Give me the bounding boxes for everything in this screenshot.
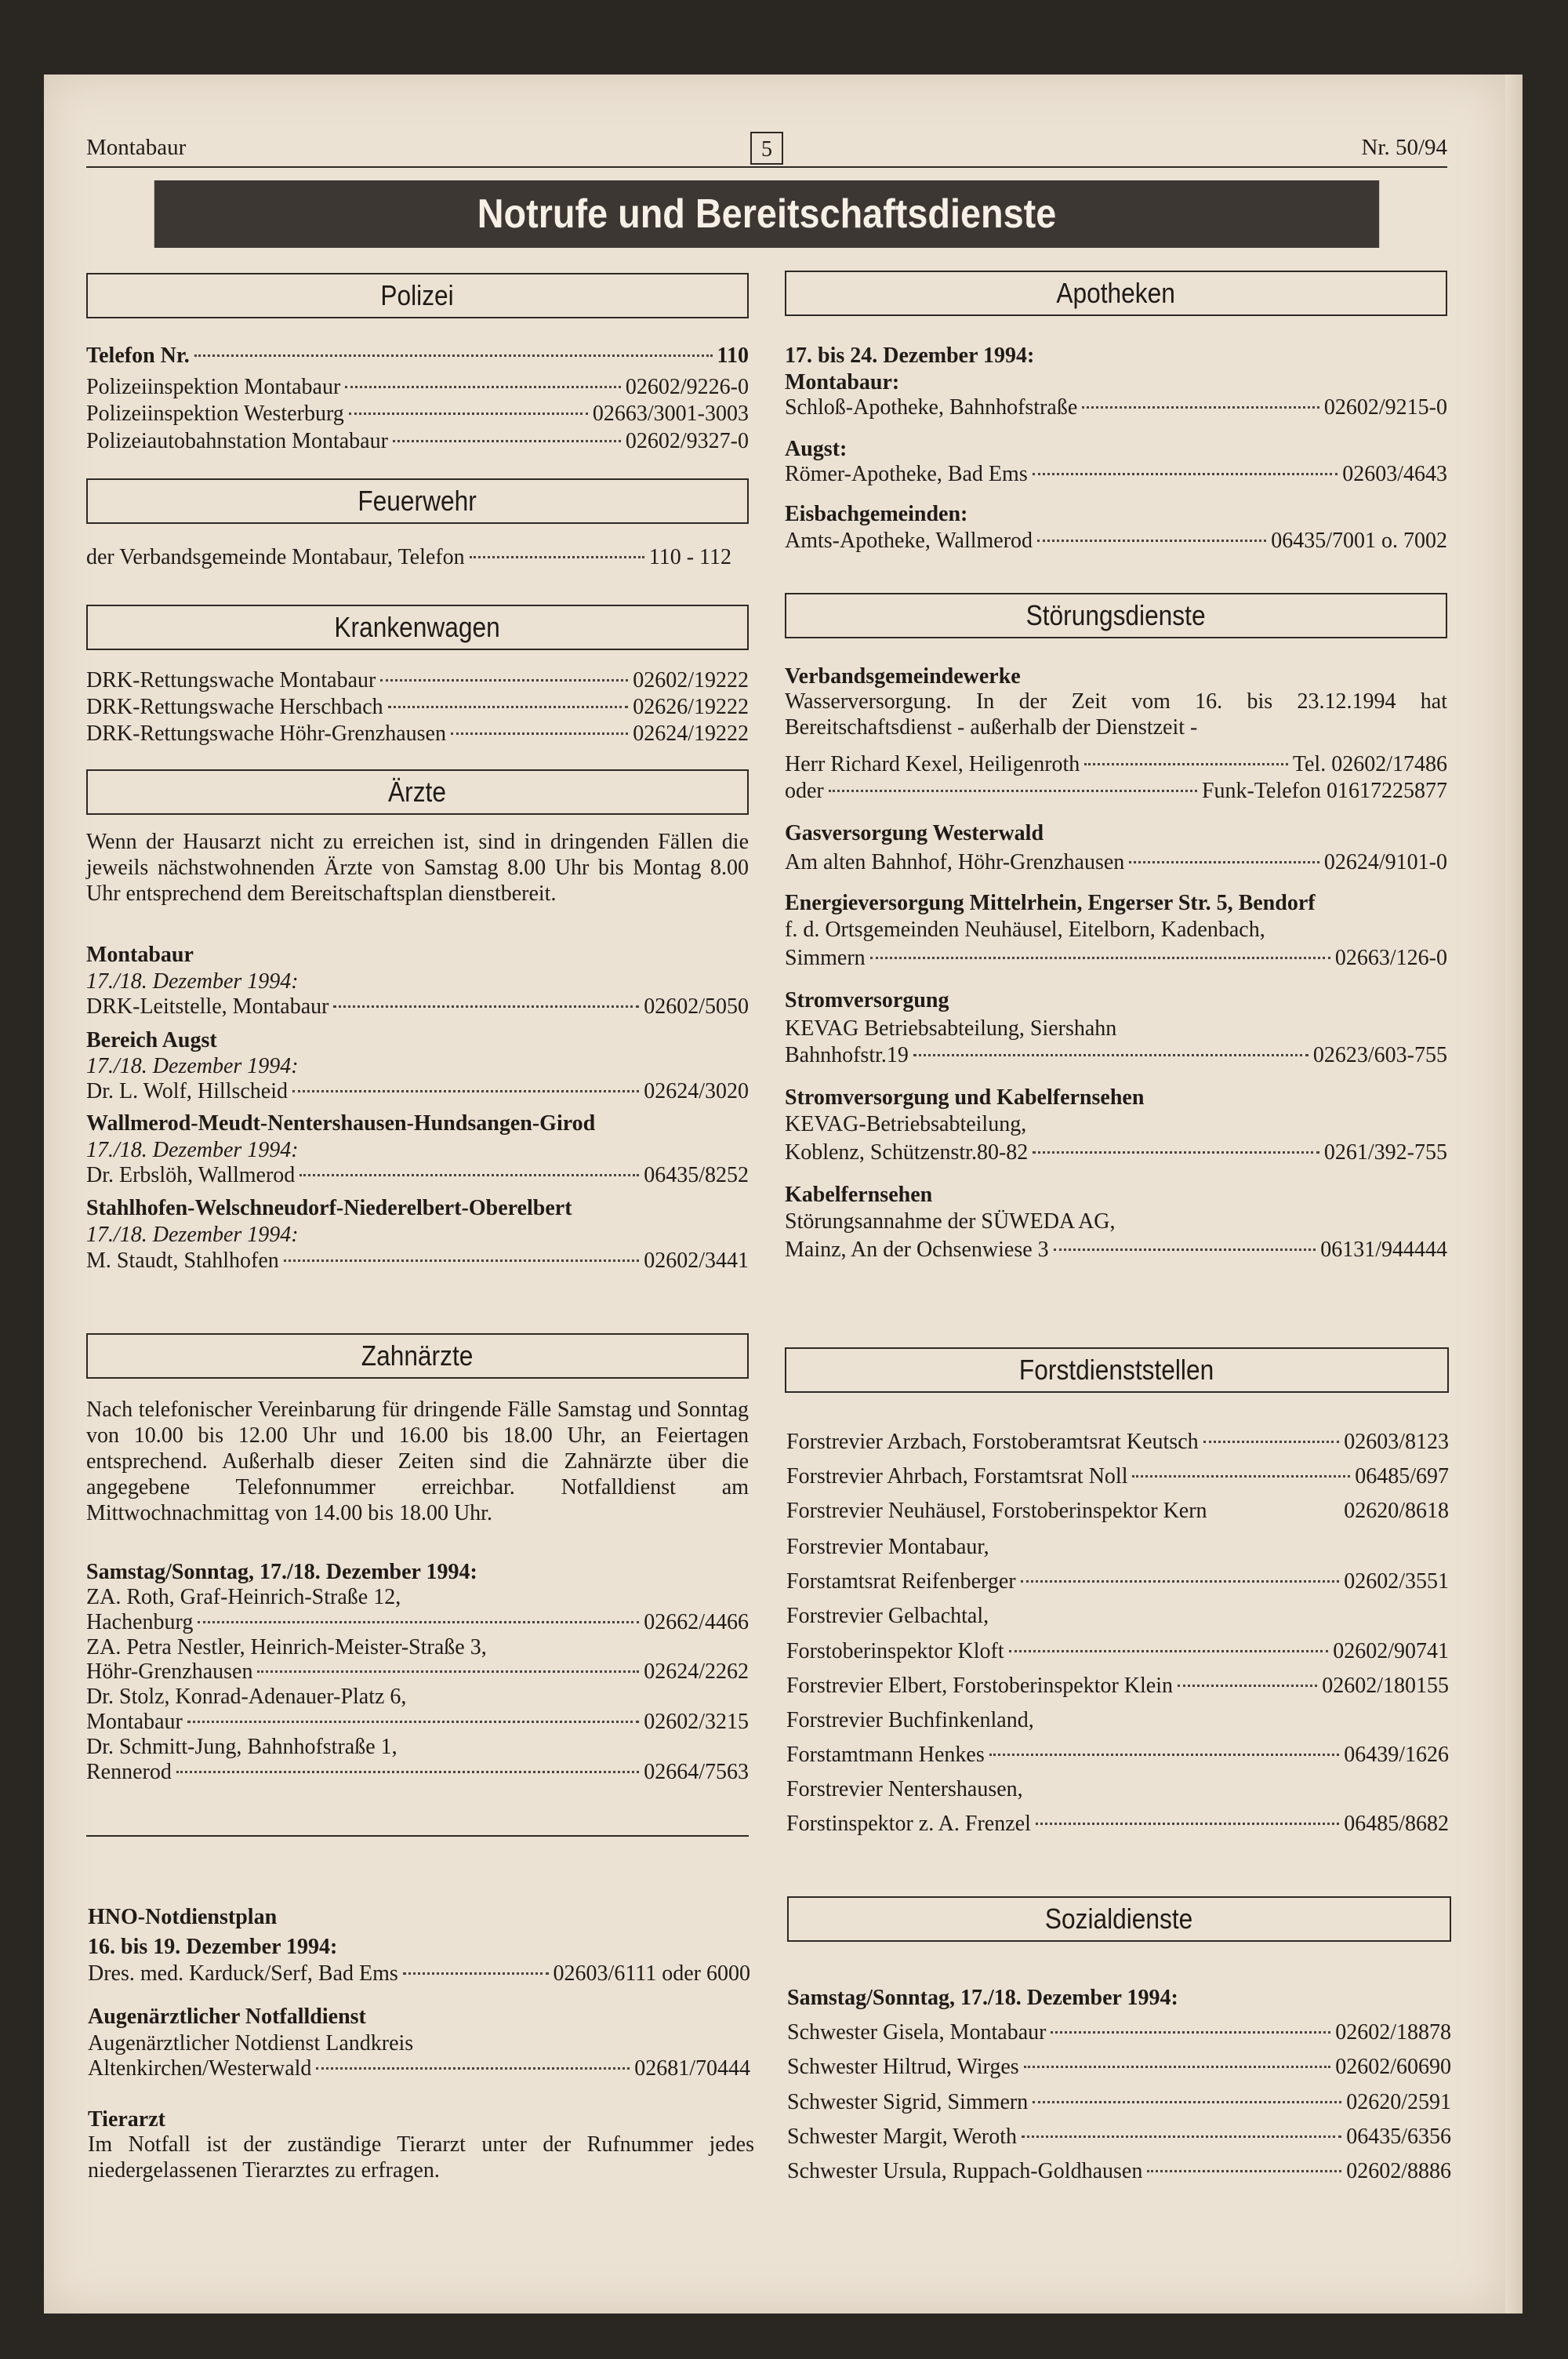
list-item: Herr Richard Kexel, Heiligenroth Tel. 02602/17486 xyxy=(785,752,1447,776)
list-item: Rennerod 02664/7563 xyxy=(86,1760,749,1784)
list-item: Römer-Apotheke, Bad Ems 02603/4643 xyxy=(785,462,1447,486)
list-item: Amts-Apotheke, Wallmerod 06435/7001 o. 7002 xyxy=(785,529,1447,553)
list-item: Am alten Bahnhof, Höhr-Grenzhausen 02624/9101-0 xyxy=(785,850,1447,874)
issue-number: Nr. 50/94 xyxy=(1361,135,1447,160)
list-item: Forstrevier Buchfinkenland, xyxy=(786,1708,1034,1732)
list-item: Schwester Hiltrud, Wirges 02602/60690 xyxy=(787,2055,1451,2079)
vgw-text: Wasserversorgung. In der Zeit vom 16. bis 23.12.1994 hat Bereitschaftsdienst - außerhalb der Dienstzeit - xyxy=(785,689,1447,740)
area-heading: Bereich Augst xyxy=(86,1028,217,1052)
list-item: Schloß-Apotheke, Bahnhofstraße 02602/9215-0 xyxy=(785,395,1447,420)
list-item: Schwester Sigrid, Simmern 02620/2591 xyxy=(787,2090,1451,2114)
address-line: Dr. Stolz, Konrad-Adenauer-Platz 6, xyxy=(86,1685,407,1709)
address-line: Augenärztlicher Notdienst Landkreis xyxy=(88,2031,414,2055)
list-item: Forstrevier Arzbach, Forstoberamtsrat Keutsch 02603/8123 xyxy=(786,1430,1449,1454)
date-line: 17./18. Dezember 1994: xyxy=(86,1054,299,1078)
list-item: Telefon Nr. 110 xyxy=(86,343,749,368)
date-line: 17./18. Dezember 1994: xyxy=(86,1138,299,1162)
list-item: Dr. L. Wolf, Hillscheid 02624/3020 xyxy=(86,1079,749,1103)
list-item: der Verbandsgemeinde Montabaur, Telefon 110 - 112 xyxy=(86,545,731,569)
list-item: Forstrevier Neuhäusel, Forstoberinspektor Kern 02620/8618 xyxy=(786,1499,1449,1523)
page-number: 5 xyxy=(750,132,783,165)
subheading: Energieversorgung Mittelrhein, Engerser Str. 5, Bendorf xyxy=(785,891,1316,915)
list-item: Schwester Gisela, Montabaur 02602/18878 xyxy=(787,2020,1451,2045)
page-header xyxy=(86,132,1447,168)
subheading: Verbandsgemeindewerke xyxy=(785,664,1021,689)
list-item: Polizeiautobahnstation Montabaur 02602/9327-0 xyxy=(86,429,749,453)
list-item: Hachenburg 02662/4466 xyxy=(86,1610,749,1634)
area-heading: Stahlhofen-Welschneudorf-Niederelbert-Oberelbert xyxy=(86,1196,572,1220)
section-heading-stoerungsdienste: Störungsdienste xyxy=(785,593,1447,638)
list-item: DRK-Rettungswache Herschbach 02626/19222 xyxy=(86,695,749,719)
section-heading-aerzte: Ärzte xyxy=(86,769,749,815)
date-line: 17./18. Dezember 1994: xyxy=(86,969,299,994)
date-line: 17. bis 24. Dezember 1994: xyxy=(785,343,1035,368)
area-heading: Montabaur xyxy=(86,943,194,967)
list-item: oder Funk-Telefon 01617225877 xyxy=(785,779,1447,803)
subheading: Stromversorgung xyxy=(785,988,949,1012)
section-heading-forst: Forstdienststellen xyxy=(785,1347,1449,1393)
section-heading-polizei: Polizei xyxy=(86,273,749,318)
address-line: f. d. Ortsgemeinden Neuhäusel, Eitelborn, Kadenbach, xyxy=(785,918,1265,942)
list-item: Dr. Erbslöh, Wallmerod 06435/8252 xyxy=(86,1163,749,1187)
zahnaerzte-intro: Nach telefonischer Vereinbarung für dringende Fälle Samstag und Sonntag von 10.00 bis 12.00 Uhr und 16.00 bis 18.00 Uhr, an Feiertagen entsprechend. Außerhalb dieser Zeiten sind die Zahnärzte über die angegebene Telefonnummer erreichbar. Notfalldienst am Mittwochnachmittag von 14.00 bis 18.00 Uhr. xyxy=(86,1398,749,1525)
list-item: Dres. med. Karduck/Serf, Bad Ems 02603/6111 oder 6000 xyxy=(88,1961,750,1986)
address-line: KEVAG Betriebsabteilung, Siershahn xyxy=(785,1016,1117,1041)
address-line: Störungsannahme der SÜWEDA AG, xyxy=(785,1209,1116,1234)
address-line: ZA. Petra Nestler, Heinrich-Meister-Straße 3, xyxy=(86,1635,487,1659)
date-line: 17./18. Dezember 1994: xyxy=(86,1223,299,1247)
area-heading: Eisbachgemeinden: xyxy=(785,502,968,526)
address-line: KEVAG-Betriebsabteilung, xyxy=(785,1112,1027,1136)
area-heading: Montabaur: xyxy=(785,370,900,394)
area-heading: Augst: xyxy=(785,437,848,461)
list-item: DRK-Rettungswache Montabaur 02602/19222 xyxy=(86,668,749,692)
header-town: Montabaur xyxy=(86,135,187,160)
augen-heading: Augenärztlicher Notfalldienst xyxy=(88,2005,366,2029)
list-item: Forstoberinspektor Kloft 02602/90741 xyxy=(786,1639,1449,1663)
page-title: Notrufe und Bereitschaftsdienste xyxy=(154,180,1379,248)
list-item: Schwester Ursula, Ruppach-Goldhausen 02602/8886 xyxy=(787,2159,1451,2183)
section-heading-apotheken: Apotheken xyxy=(785,271,1447,316)
subheading: Gasversorgung Westerwald xyxy=(785,821,1044,845)
section-heading-sozial: Sozialdienste xyxy=(787,1896,1451,1942)
list-item: Forstrevier Gelbachtal, xyxy=(786,1604,989,1628)
address-line: ZA. Roth, Graf-Heinrich-Straße 12, xyxy=(86,1585,401,1609)
section-heading-feuerwehr: Feuerwehr xyxy=(86,478,749,524)
list-item: Schwester Margit, Weroth 06435/6356 xyxy=(787,2125,1451,2149)
aerzte-intro: Wenn der Hausarzt nicht zu erreichen ist, sind in dringenden Fällen die jeweils nächstwohnenden Ärzte von Samstag 8.00 Uhr bis Montag 8.00 Uhr entsprechend dem Bereitschaftsplan dienstbereit. xyxy=(86,830,749,906)
list-item: Forstamtmann Henkes 06439/1626 xyxy=(786,1743,1449,1767)
list-item: Polizeiinspektion Westerburg 02663/3001-3003 xyxy=(86,402,749,426)
page-edge xyxy=(1505,75,1523,2314)
list-item: Forstinspektor z. A. Frenzel 06485/8682 xyxy=(786,1812,1449,1836)
list-item: Forstamtsrat Reifenberger 02602/3551 xyxy=(786,1569,1449,1594)
date-line: 16. bis 19. Dezember 1994: xyxy=(88,1935,338,1959)
list-item: Altenkirchen/Westerwald 02681/70444 xyxy=(88,2056,750,2081)
tierarzt-heading: Tierarzt xyxy=(88,2107,165,2132)
tierarzt-text: Im Notfall ist der zuständige Tierarzt unter der Rufnummer jedes niedergelassenen Tierarztes zu erfragen. xyxy=(88,2132,754,2183)
list-item: Polizeiinspektion Montabaur 02602/9226-0 xyxy=(86,375,749,399)
section-heading-zahnaerzte: Zahnärzte xyxy=(86,1333,749,1379)
list-item: DRK-Leitstelle, Montabaur 02602/5050 xyxy=(86,994,749,1019)
date-line: Samstag/Sonntag, 17./18. Dezember 1994: xyxy=(787,1986,1178,2010)
section-heading-krankenwagen: Krankenwagen xyxy=(86,605,749,650)
date-line: Samstag/Sonntag, 17./18. Dezember 1994: xyxy=(86,1560,477,1584)
hno-heading: HNO-Notdienstplan xyxy=(88,1905,278,1929)
list-item: Forstrevier Montabaur, xyxy=(786,1535,989,1559)
list-item: Koblenz, Schützenstr.80-82 0261/392-755 xyxy=(785,1140,1447,1165)
area-heading: Wallmerod-Meudt-Nentershausen-Hundsangen-Girod xyxy=(86,1111,596,1136)
list-item: Mainz, An der Ochsenwiese 3 06131/944444 xyxy=(785,1238,1447,1262)
list-item: M. Staudt, Stahlhofen 02602/3441 xyxy=(86,1249,749,1273)
divider xyxy=(86,1835,749,1837)
subheading: Kabelfernsehen xyxy=(785,1183,933,1207)
list-item: Montabaur 02602/3215 xyxy=(86,1710,749,1734)
subheading: Stromversorgung und Kabelfernsehen xyxy=(785,1085,1145,1110)
list-item: DRK-Rettungswache Höhr-Grenzhausen 02624/19222 xyxy=(86,722,749,746)
list-item: Forstrevier Nentershausen, xyxy=(786,1777,1023,1801)
list-item: Simmern 02663/126-0 xyxy=(785,946,1447,970)
list-item: Bahnhofstr.19 02623/603-755 xyxy=(785,1043,1447,1067)
address-line: Dr. Schmitt-Jung, Bahnhofstraße 1, xyxy=(86,1735,397,1759)
list-item: Forstrevier Ahrbach, Forstamtsrat Noll 06485/697 xyxy=(786,1464,1449,1488)
list-item: Höhr-Grenzhausen 02624/2262 xyxy=(86,1659,749,1684)
list-item: Forstrevier Elbert, Forstoberinspektor Klein 02602/180155 xyxy=(786,1674,1449,1698)
